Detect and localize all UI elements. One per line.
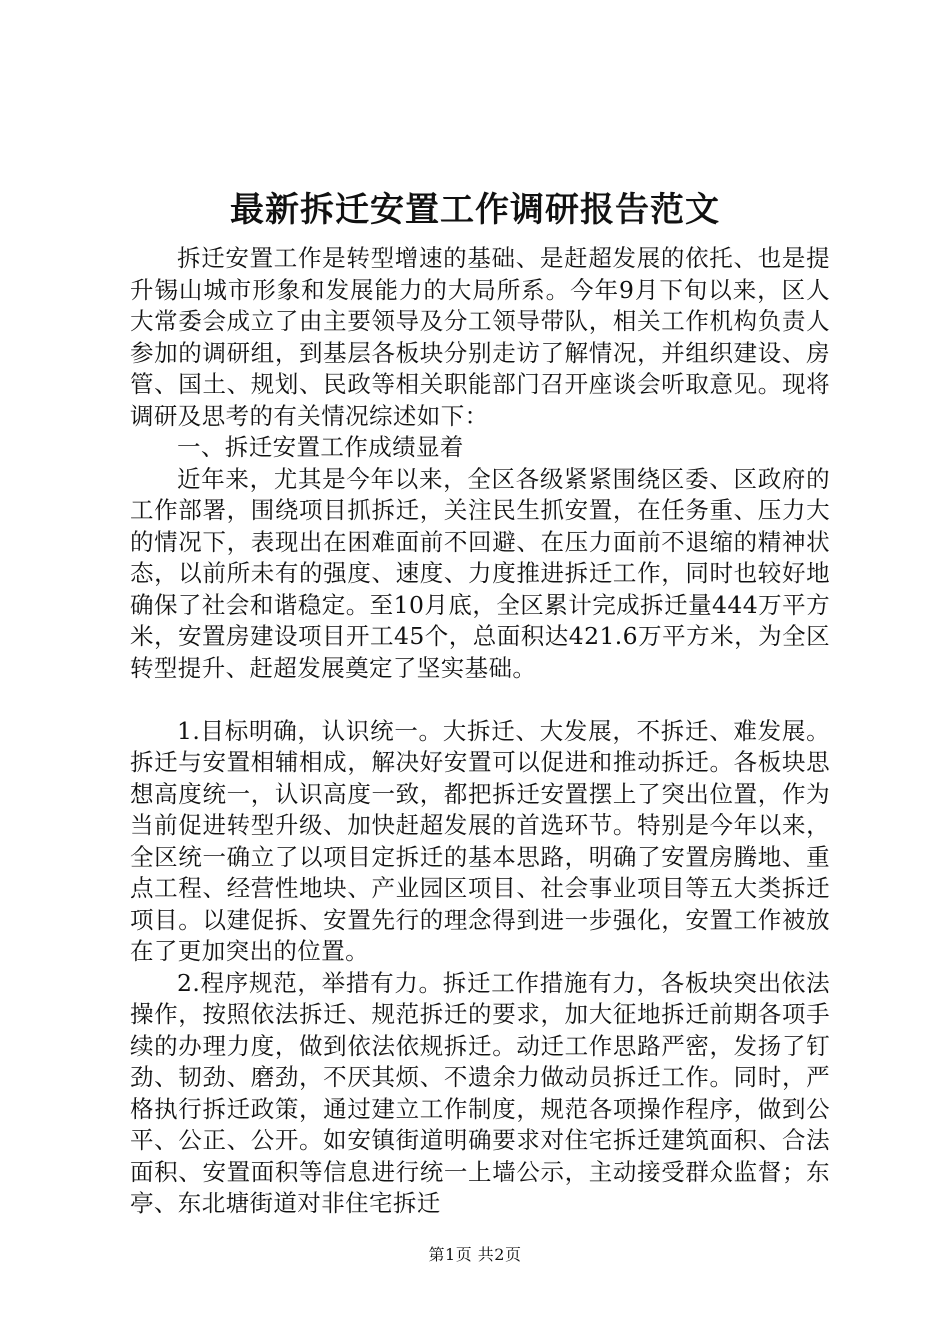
point-2-paragraph: 2.程序规范，举措有力。拆迁工作措施有力，各板块突出依法操作，按照依法拆迁、规范拆迁的要求，加大征地拆迁前期各项手续的办理力度，做到依法依规拆迁。动迁工作思路严密，发扬了钉劲、韧劲、磨劲，不厌其烦、不遗余力做动员拆迁工作。同时，严格执行拆迁政策，通过建立工作制度，规范各项操作程序，做到公平、公正、公开。如安镇街道明确要求对住宅拆迁建筑面积、合法面积、安置面积等信息进行统一上墙公示，主动接受群众监督；东亭、东北塘街道对非住宅拆迁 [130,968,830,1217]
document-title: 最新拆迁安置工作调研报告范文 [230,190,720,230]
intro-paragraph: 拆迁安置工作是转型增速的基础、是赶超发展的依托、也是提升锡山城市形象和发展能力的大局所系。今年9月下旬以来，区人大常委会成立了由主要领导及分工领导带队，相关工作机构负责人参加的调研组，到基层各板块分别走访了解情况，并组织建设、房管、国土、规划、民政等相关职能部门召开座谈会听取意见。现将调研及思考的有关情况综述如下： [130,244,830,430]
page-footer: 第1页 共2页 [428,1245,522,1264]
document-body [130,243,830,1220]
achievements-paragraph: 近年来，尤其是今年以来，全区各级紧紧围绕区委、区政府的工作部署，围绕项目抓拆迁，关注民生抓安置，在任务重、压力大的情况下，表现出在困难面前不回避、在压力面前不退缩的精神状态，以前所未有的强度、速度、力度推进拆迁工作，同时也较好地确保了社会和谐稳定。至10月底，全区累计完成拆迁量444万平方米，安置房建设项目开工45个，总面积达421.6万平方米，为全区转型提升、赶超发展奠定了坚实基础。 [130,464,830,682]
point-1-paragraph: 1.目标明确，认识统一。大拆迁、大发展，不拆迁、难发展。拆迁与安置相辅相成，解决好安置可以促进和推动拆迁。各板块思想高度统一，认识高度一致，都把拆迁安置摆上了突出位置，作为当前促进转型升级、加快赶超发展的首选环节。特别是今年以来，全区统一确立了以项目定拆迁的基本思路，明确了安置房腾地、重点工程、经营性地块、产业园区项目、社会事业项目等五大类拆迁项目。以建促拆、安置先行的理念得到进一步强化，安置工作被放在了更加突出的位置。 [130,716,830,965]
paragraph-spacer [130,684,830,716]
section-heading-achievements: 一、拆迁安置工作成绩显着 [177,433,464,461]
